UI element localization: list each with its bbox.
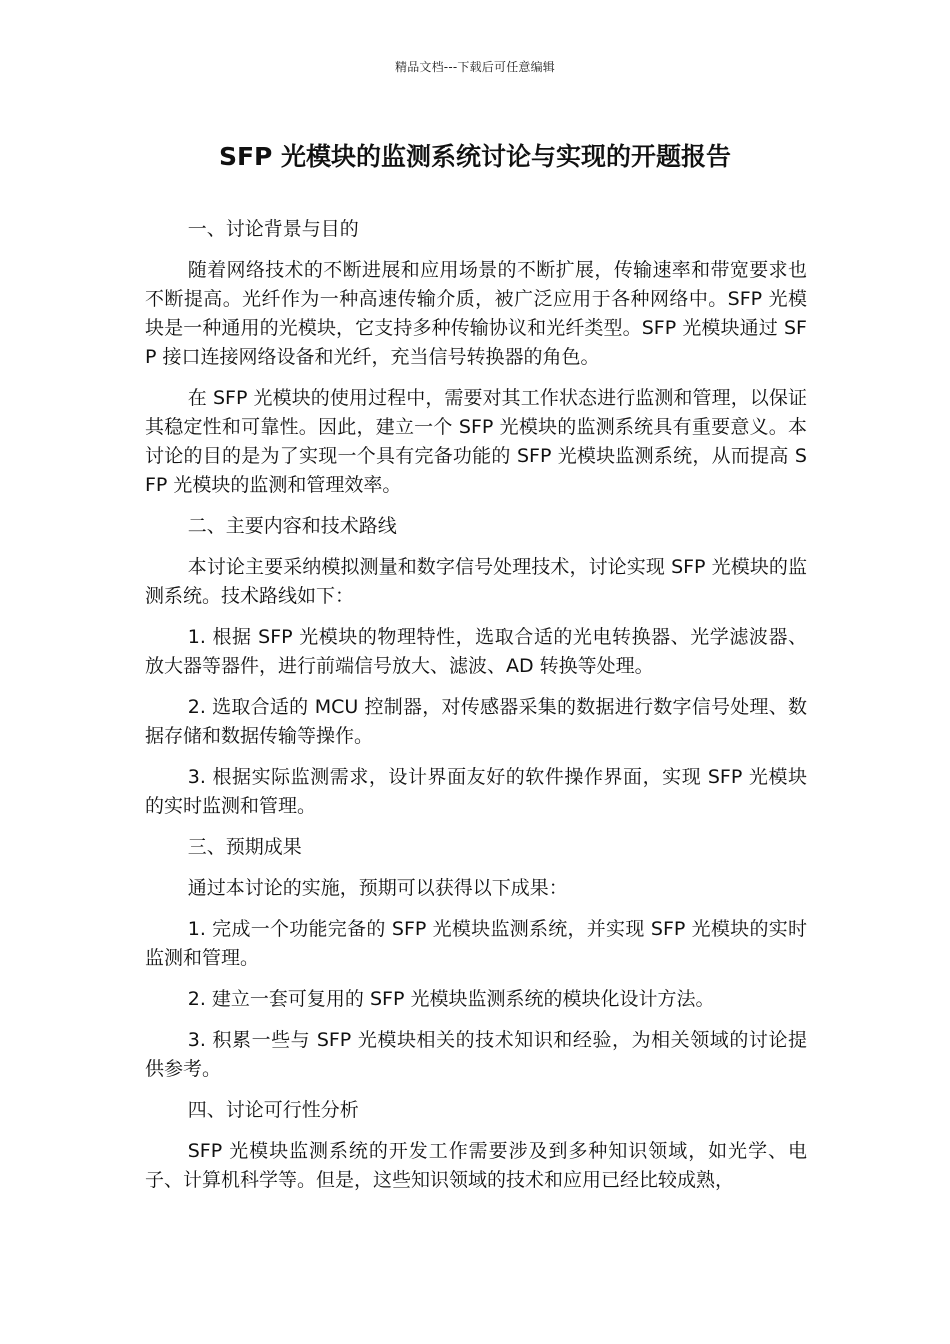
section-heading-feasibility: 四、讨论可行性分析 [187, 1099, 359, 1121]
list-item: 1. 完成一个功能完备的 SFP 光模块监测系统，并实现 SFP 光模块的实时监测和管理。 [145, 918, 807, 969]
page-header: 精品文档---下载后可任意编辑 [395, 60, 555, 74]
paragraph: 通过本讨论的实施，预期可以获得以下成果： [187, 877, 568, 899]
section-heading-background: 一、讨论背景与目的 [187, 218, 359, 240]
list-item: 2. 选取合适的 MCU 控制器，对传感器采集的数据进行数字信号处理、数据存储和数据传输等操作。 [145, 696, 807, 747]
paragraph: 本讨论主要采纳模拟测量和数字信号处理技术，讨论实现 SFP 光模块的监测系统。技术路线如下： [145, 556, 807, 607]
document-title: SFP 光模块的监测系统讨论与实现的开题报告 [218, 142, 732, 171]
paragraph: 随着网络技术的不断进展和应用场景的不断扩展，传输速率和带宽要求也不断提高。光纤作为一种高速传输介质，被广泛应用于各种网络中。SFP 光模块是一种通用的光模块，它支持多种传输协议和光纤类型。SFP 光模块通过 SFP 接口连接网络设备和光纤，充当信号转换器的角色。 [145, 259, 807, 368]
section-heading-results: 三、预期成果 [187, 836, 302, 858]
list-item: 2. 建立一套可复用的 SFP 光模块监测系统的模块化设计方法。 [187, 988, 715, 1010]
list-item: 3. 积累一些与 SFP 光模块相关的技术知识和经验，为相关领域的讨论提供参考。 [145, 1029, 807, 1080]
list-item: 1. 根据 SFP 光模块的物理特性，选取合适的光电转换器、光学滤波器、放大器等器件，进行前端信号放大、滤波、AD 转换等处理。 [145, 626, 807, 677]
document-body [145, 215, 807, 1207]
section-heading-content: 二、主要内容和技术路线 [187, 515, 397, 537]
list-item: 3. 根据实际监测需求，设计界面友好的软件操作界面，实现 SFP 光模块的实时监测和管理。 [145, 766, 807, 817]
paragraph: SFP 光模块监测系统的开发工作需要涉及到多种知识领域，如光学、电子、计算机科学等。但是，这些知识领域的技术和应用已经比较成熟， [145, 1140, 807, 1191]
paragraph: 在 SFP 光模块的使用过程中，需要对其工作状态进行监测和管理，以保证其稳定性和可靠性。因此，建立一个 SFP 光模块的监测系统具有重要意义。本讨论的目的是为了实现一个具有完备功能的 SFP 光模块监测系统，从而提高 SFP 光模块的监测和管理效率。 [145, 387, 807, 496]
